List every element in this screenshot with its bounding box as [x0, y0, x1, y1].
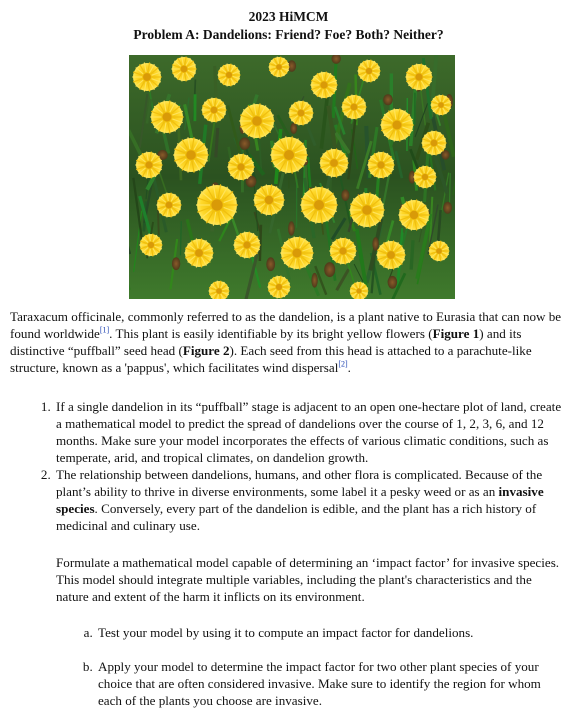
intro-paragraph	[10, 308, 566, 376]
intro-text-5: .	[347, 360, 351, 375]
dandelion-bud	[324, 262, 335, 277]
dandelion-bud	[172, 257, 180, 270]
dandelion-bud	[290, 123, 297, 134]
invasive-species-term: invasive species	[56, 484, 544, 516]
figure-2-ref: Figure 2	[182, 343, 230, 358]
intro-text-2: . This plant is easily identifiable by its bright yellow flowers (	[109, 326, 433, 341]
grass-blade	[180, 221, 181, 255]
formulate-paragraph: Formulate a mathematical model capable of determining an ‘impact factor’ for invasive species. This model should integrate multiple variables, including the plant's characteristics and the nature and extent of the harm it inflicts on its environment.	[56, 555, 560, 604]
title-line-2: Problem A: Dandelions: Friend? Foe? Both? Neither?	[133, 27, 444, 42]
dandelion-bud	[311, 273, 317, 288]
requirements-list	[10, 398, 568, 534]
document-title	[0, 8, 577, 44]
dandelion-bud	[372, 237, 378, 251]
grass-blade	[260, 225, 261, 261]
intro-text-3: ) and its distinctive “puffball” seed head (	[10, 326, 522, 358]
requirement-2-text-b: . Conversely, every part of the dandelion is edible, and the plant has a rich history of medicinal and culinary use.	[56, 501, 537, 533]
dandelion-bud	[388, 276, 398, 289]
dandelion-photo	[129, 55, 455, 299]
dandelion-field-illustration	[129, 55, 455, 299]
dandelion-bud	[441, 150, 449, 160]
sub-tasks-list	[56, 624, 566, 709]
requirement-2	[54, 466, 568, 534]
requirement-1: 1. If a single dandelion in its “puffball” stage is adjacent to an open one-hectare plot of land, create a mathematical model to predict the spread of dandelions over the course of 1, 2, 3, 6, and 12 months. Make sure your model incorporates the effects of various climatic conditions, such as temperate, arid, and tropical climates, on dandelion growth.	[54, 398, 568, 466]
dandelion-bud	[239, 137, 250, 149]
dandelion-bud	[443, 202, 452, 214]
intro-text-1: Taraxacum officinale, commonly referred to as the dandelion, is a plant native to Eurasia that can now be found worldwide	[10, 309, 562, 341]
sub-task-a: a. Test your model by using it to compute an impact factor for dandelions.	[96, 624, 566, 641]
intro-text-4: ). Each seed from this head is attached to a parachute-like structure, known as a 'pappus', which facilitates wind dispersal	[10, 343, 532, 375]
title-line-1: 2023 HiMCM	[248, 9, 329, 24]
grass-blade	[411, 240, 413, 269]
dandelion-bud	[288, 221, 295, 236]
dandelion-bud	[341, 190, 349, 201]
dandelion-bud	[383, 94, 393, 105]
grass-blade	[216, 128, 218, 157]
figure-1-ref: Figure 1	[432, 326, 480, 341]
sub-task-b: b. Apply your model to determine the impact factor for two other plant species of your choice that are often considered invasive. Make sure to identify the region for whom each of the plants you choose are invasive.	[96, 658, 566, 709]
reference-2-link[interactable]: [2]	[338, 359, 348, 369]
reference-1-link[interactable]: [1]	[99, 325, 110, 335]
requirement-2-text-a: The relationship between dandelions, humans, and other flora is complicated. Because of the plant’s ability to thrive in diverse environments, some label it a pesky weed or as an	[56, 467, 543, 499]
grass-blade	[450, 173, 451, 205]
dandelion-bud	[266, 257, 275, 271]
